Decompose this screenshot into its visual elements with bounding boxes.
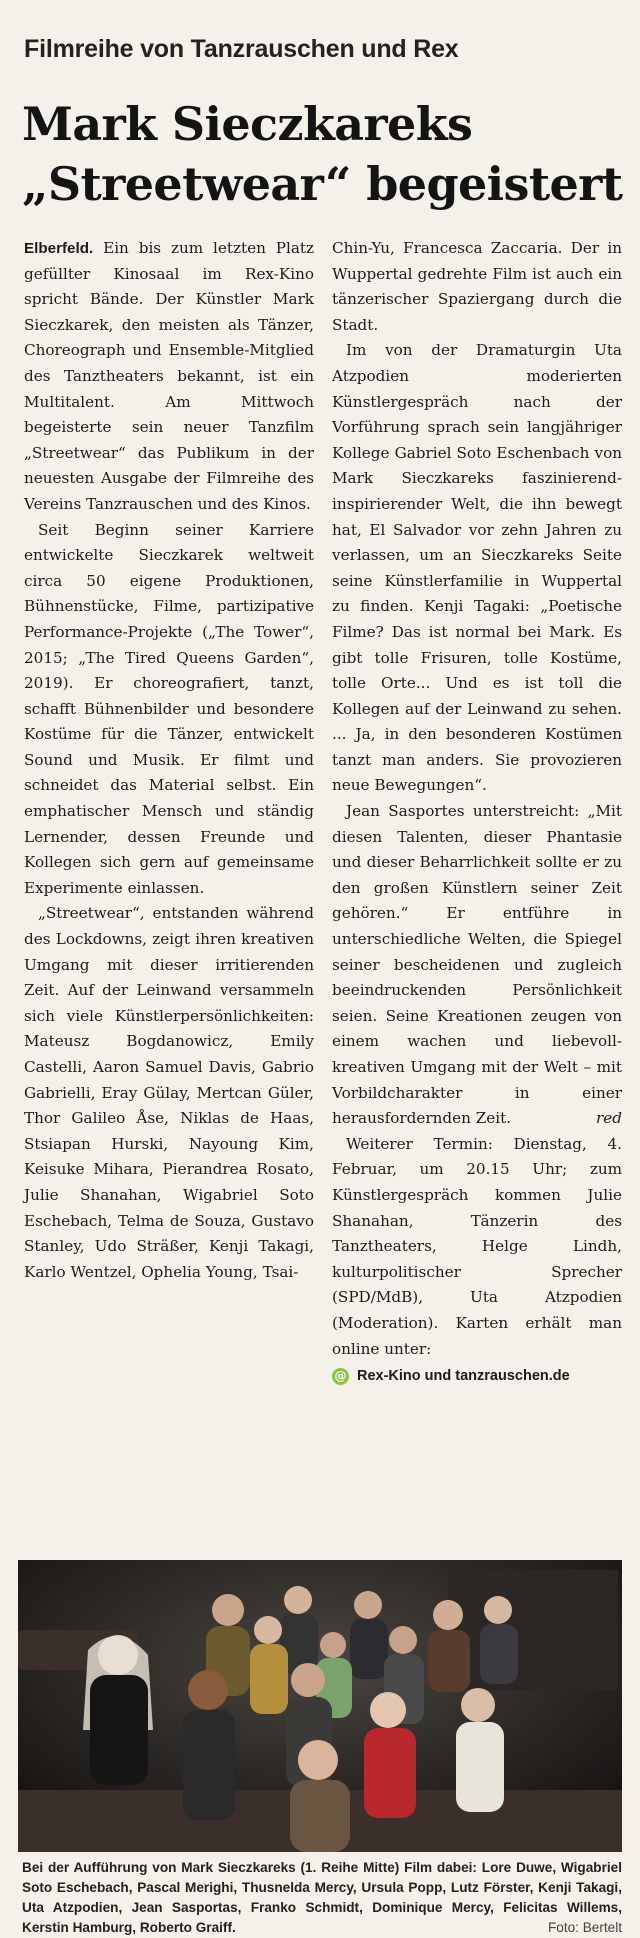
paragraph-6: Weiterer Termin: Dienstag, 4. Februar, um 20.15 Uhr; zum Künstlergespräch kommen Julie Shanahan, Tänzerin des Tanztheaters, Helge Lindh, kulturpolitischer Sprecher (SPD/MdB), Uta Atzpodien (Moderation). Karten erhält man online unter: [332, 1134, 622, 1358]
headline [22, 94, 622, 214]
paragraph-4: Im von der Dramaturgin Uta Atzpodien moderierten Künstlergespräch nach der Vorführung sprach sein langjähriger Kollege Gabriel Soto Eschenbach von Mark Sieczkareks faszinierend-inspirierender Welt, die ihn bewegt hat, El Salvador vor zehn Jahren zu verlassen, um an Sieczkareks Seite seine Künstlerfamilie in Wuppertal zu finden. Kenji Tagaki: „Poetische Filme? Das ist normal bei Mark. Es gibt tolle Frisuren, tolle Kostüme, tolle Orte... Und es ist toll die Kollegen auf der Leinwand zu sehen. ... Ja, in den besonderen Kostümen tanzt man anders. Sie provozieren neue Bewegungen“. [332, 341, 622, 795]
web-at-icon: @ [332, 1368, 349, 1385]
headline-line-1: Mark Sieczkareks [22, 97, 473, 151]
group-photo [18, 1560, 622, 1852]
paragraph-3-continued: Chin-Yu, Francesca Zaccaria. Der in Wuppertal gedrehte Film ist auch ein tänzerischer Spaziergang durch die Stadt. [332, 239, 622, 334]
author-signoff: red [596, 1109, 622, 1128]
paragraph-1-text: Ein bis zum letzten Platz gefüllter Kinosaal im Rex-Kino spricht Bände. Der Künstler Mark Sieczkarek, den meisten als Tänzer, Choreograph und Ensemble-Mitglied des Tanztheaters bekannt, ist ein Multitalent. Am Mittwoch begeisterte sein neuer Tanzfilm „Streetwear“ das Publikum in der neuesten Ausgabe der Filmreihe des Vereins Tanzrauschen und des Kinos. [24, 239, 314, 513]
paragraph-2: Seit Beginn seiner Karriere entwickelte Sieczkarek weltweit circa 50 eigene Produktionen, Bühnenstücke, Filme, partizipative Performance-Projekte („The Tower“, 2015; „The Tired Queens Garden“, 2019). Er choreografiert, tanzt, schafft Bühnenbilder und besondere Kostüme für die Tänzer, entwickelt Sound und Musik. Er filmt und schneidet das Material selbst. Ein emphatischer Mensch und ständig Lernender, dessen Freunde und Kollegen sich gern auf gemeinsame Experimente einlassen. [24, 520, 314, 897]
paragraph-3: „Streetwear“, entstanden während des Lockdowns, zeigt ihren kreativen Umgang mit dieser irritierenden Zeit. Auf der Leinwand versammeln sich viele Künstlerpersönlichkeiten: Mateusz Bogdanowicz, Emily Castelli, Aaron Samuel Davis, Gabrio Gabrielli, Eray Gülay, Mertcan Güler, Thor Galileo Åse, Niklas de Haas, Stsiapan Hurski, Nayoung Kim, Keisuke Mihara, Pierandrea Rosato, Julie Shanahan, Wigabriel Soto Eschebach, Telma de Souza, Gustavo Stanley, Udo Sträßer, Kenji Takagi, Karlo Wentzel, Ophelia Young, Tsai- [24, 904, 314, 1281]
photo-credit: Foto: Bertelt [547, 1920, 622, 1935]
group-photo-illustration [18, 1560, 622, 1852]
paragraph-5 [332, 799, 622, 1132]
article-body [24, 236, 622, 1556]
photo-caption-text: Bei der Aufführung von Mark Sieczkareks (1. Reihe Mitte) Film dabei: Lore Duwe, Wigabriel Soto Eschebach, Pascal Merighi, Thusnelda Mercy, Ursula Popp, Lutz Förster, Kenji Takagi, Uta Atzpodien, Jean Sasportas, Franko Schmidt, Dominique Mercy, Felicitas Willems, Kerstin Hamburg, Roberto Graiff. [22, 1860, 622, 1935]
article-column-right [332, 236, 622, 1556]
cinema-screen [448, 1570, 618, 1690]
paragraph-1 [24, 236, 314, 518]
dateline: Elberfeld. [24, 240, 94, 257]
web-reference [332, 1364, 622, 1390]
headline-line-2: „Streetwear“ begeistert [22, 157, 623, 211]
paragraph-5-text: Jean Sasportes unterstreicht: „Mit diesen Talenten, dieser Phantasie und dieser Beharrlichkeit sollte er zu den großen Künstlern seiner Zeit gehören.“ Er entführe in unterschiedliche Welten, die Spiegel seiner bescheidenen und zugleich beeindruckenden Persönlichkeit seien. Seine Kreationen zeugen von einem wachen und liebevoll-kreativen Umgang mit der Welt – mit Vorbildcharakter in einer herausfordernden Zeit. [332, 802, 622, 1128]
kicker: Filmreihe von Tanzrauschen und Rex [24, 35, 459, 63]
article-column-left [24, 236, 314, 1556]
web-reference-text: Rex-Kino und tanzrauschen.de [357, 1368, 570, 1385]
photo-caption [22, 1858, 622, 1938]
